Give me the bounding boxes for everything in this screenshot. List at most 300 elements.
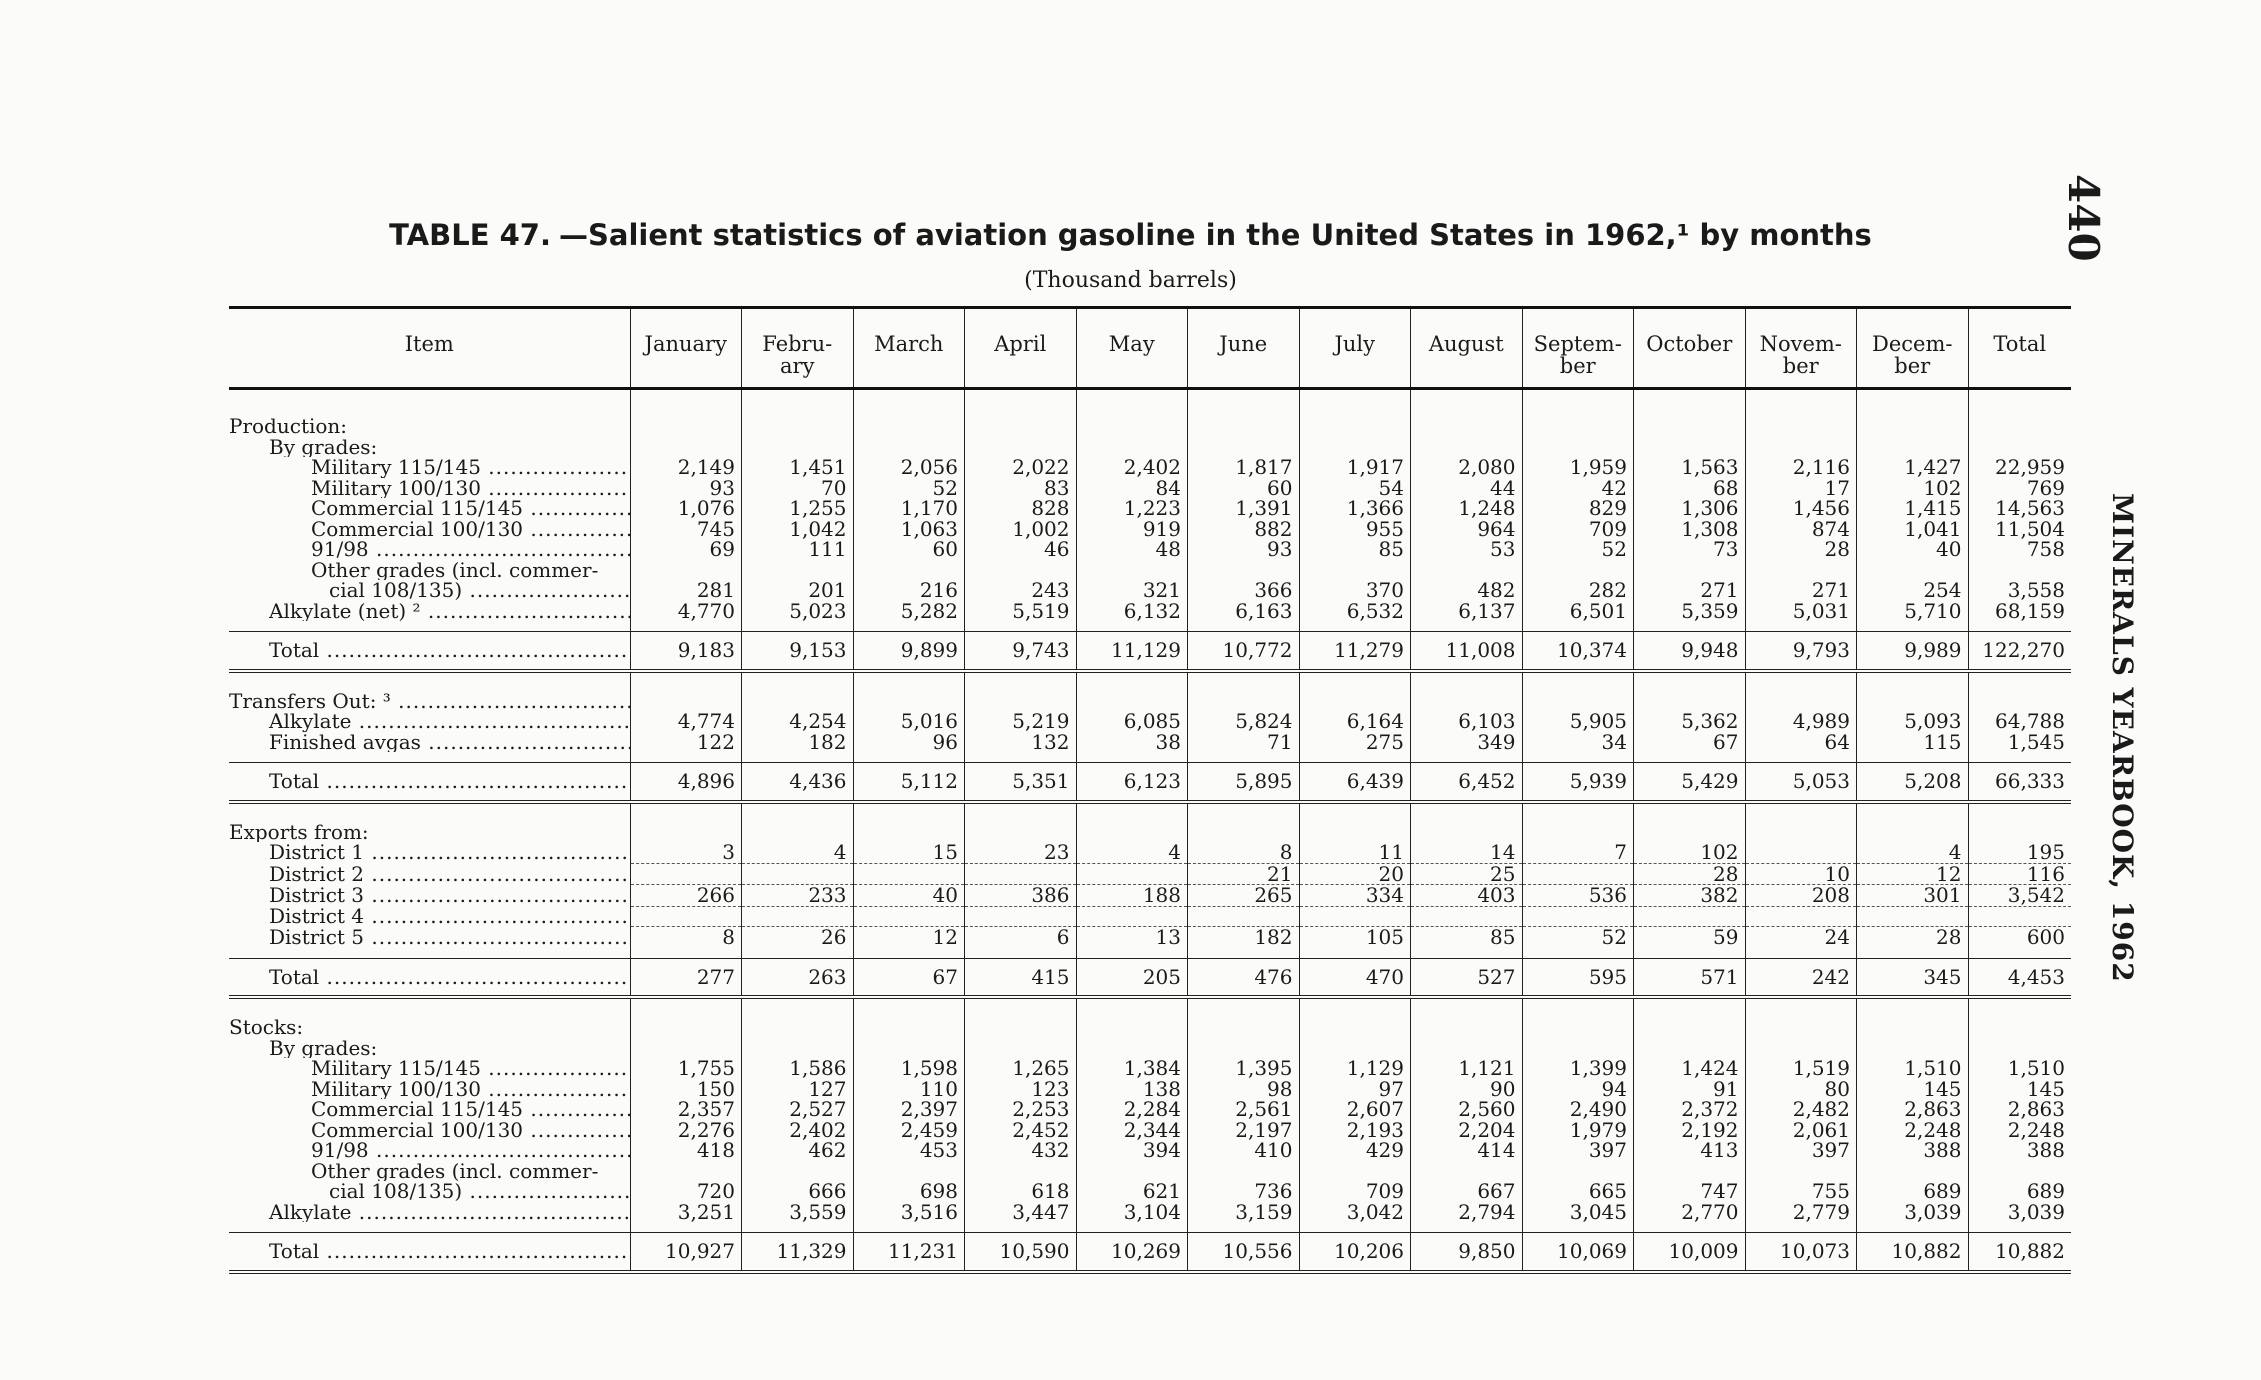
value-cell: 470	[1299, 958, 1411, 997]
table-row	[229, 863, 2071, 885]
value-cell	[630, 863, 742, 885]
table-row	[229, 478, 2071, 499]
value-cell: 595	[1522, 958, 1634, 997]
row-spacer	[229, 1222, 2071, 1233]
spacer-cell	[853, 752, 965, 763]
value-cell	[630, 1009, 742, 1038]
value-cell	[630, 1161, 742, 1182]
spacer-cell	[229, 752, 630, 763]
spacer-cell	[1968, 1222, 2071, 1233]
value-cell: 410	[1188, 1140, 1300, 1161]
value-cell: 10,556	[1188, 1233, 1300, 1272]
row-label	[229, 885, 630, 907]
row-label	[229, 498, 630, 519]
value-cell	[853, 906, 965, 927]
value-cell	[1634, 1161, 1746, 1182]
value-cell: 64	[1745, 732, 1857, 753]
value-cell: 2,794	[1411, 1202, 1523, 1223]
value-cell: 1,817	[1188, 457, 1300, 478]
spacer-cell	[229, 802, 630, 814]
value-cell: 271	[1745, 580, 1857, 601]
value-cell	[1411, 906, 1523, 927]
row-label-text: Total .....	[269, 965, 630, 989]
value-cell: 5,939	[1522, 763, 1634, 802]
value-cell	[1188, 1009, 1300, 1038]
table-row	[229, 927, 2071, 948]
value-cell: 6,501	[1522, 601, 1634, 622]
spacer-cell	[630, 997, 742, 1009]
value-cell	[1411, 1038, 1523, 1059]
table-row	[229, 560, 2071, 581]
row-label-text: District 5 .....	[269, 927, 630, 948]
value-cell: 1,456	[1745, 498, 1857, 519]
value-cell: 964	[1411, 519, 1523, 540]
value-cell: 382	[1634, 885, 1746, 907]
row-label-text: Military 100/130 .....	[311, 1079, 630, 1100]
value-cell: 10,927	[630, 1233, 742, 1272]
row-label	[229, 732, 630, 753]
row-label-text: Military 100/130 .....	[311, 478, 630, 499]
value-cell: 265	[1188, 885, 1300, 907]
value-cell: 5,023	[742, 601, 854, 622]
value-cell	[1188, 683, 1300, 712]
value-cell: 6,163	[1188, 601, 1300, 622]
table-row	[229, 1058, 2071, 1079]
spacer-cell	[853, 389, 965, 417]
spacer-cell	[1745, 997, 1857, 1009]
table-row	[229, 1181, 2071, 1202]
value-cell	[853, 863, 965, 885]
value-cell: 282	[1522, 580, 1634, 601]
row-label-text: cial 108/135) .....	[329, 1181, 630, 1202]
spacer-cell	[1968, 997, 2071, 1009]
row-label	[229, 814, 630, 843]
table-row	[229, 1161, 2071, 1182]
value-cell	[630, 906, 742, 927]
value-cell: 10,073	[1745, 1233, 1857, 1272]
table-row	[229, 732, 2071, 753]
value-cell: 46	[965, 539, 1077, 560]
spacer-cell	[1411, 1222, 1523, 1233]
value-cell	[1076, 906, 1188, 927]
value-cell	[853, 437, 965, 458]
value-cell: 413	[1634, 1140, 1746, 1161]
value-cell: 366	[1188, 580, 1300, 601]
value-cell	[1745, 560, 1857, 581]
value-cell	[630, 560, 742, 581]
value-cell: 182	[1188, 927, 1300, 948]
value-cell	[1745, 416, 1857, 437]
row-label	[229, 906, 630, 927]
value-cell: 1,755	[630, 1058, 742, 1079]
value-cell: 1,451	[742, 457, 854, 478]
spacer-cell	[1522, 948, 1634, 959]
value-cell: 15	[853, 842, 965, 863]
row-label	[229, 580, 630, 601]
value-cell	[742, 906, 854, 927]
value-cell: 4	[1857, 842, 1969, 863]
value-cell: 1,519	[1745, 1058, 1857, 1079]
spacer-cell	[1522, 671, 1634, 683]
value-cell: 90	[1411, 1079, 1523, 1100]
value-cell: 98	[1188, 1079, 1300, 1100]
value-cell: 13	[1076, 927, 1188, 948]
value-cell: 388	[1968, 1140, 2071, 1161]
value-cell: 68,159	[1968, 601, 2071, 622]
value-cell	[1299, 560, 1411, 581]
value-cell: 2,402	[742, 1120, 854, 1141]
row-label	[229, 1202, 630, 1223]
value-cell	[1299, 1038, 1411, 1059]
row-label-text: Total .....	[269, 1239, 630, 1263]
spacer-cell	[1634, 802, 1746, 814]
value-cell	[853, 814, 965, 843]
value-cell: 397	[1522, 1140, 1634, 1161]
value-cell: 418	[630, 1140, 742, 1161]
value-cell: 5,710	[1857, 601, 1969, 622]
row-label	[229, 457, 630, 478]
value-cell	[742, 437, 854, 458]
row-label-text: cial 108/135) .....	[329, 580, 630, 601]
table-title	[0, 218, 2261, 252]
value-cell: 54	[1299, 478, 1411, 499]
value-cell: 755	[1745, 1181, 1857, 1202]
value-cell: 3,159	[1188, 1202, 1300, 1223]
value-cell: 397	[1745, 1140, 1857, 1161]
table-row	[229, 601, 2071, 622]
value-cell: 4,770	[630, 601, 742, 622]
column-header: June	[1188, 308, 1300, 389]
row-label	[229, 601, 630, 622]
row-label	[229, 1140, 630, 1161]
column-header: Decem- ber	[1857, 308, 1969, 389]
value-cell: 698	[853, 1181, 965, 1202]
value-cell: 9,850	[1411, 1233, 1523, 1272]
spacer-cell	[229, 671, 630, 683]
value-cell: 14,563	[1968, 498, 2071, 519]
value-cell	[965, 814, 1077, 843]
value-cell	[853, 560, 965, 581]
table-row	[229, 1099, 2071, 1120]
value-cell	[1745, 1038, 1857, 1059]
value-cell: 24	[1745, 927, 1857, 948]
value-cell	[1968, 437, 2071, 458]
value-cell: 8	[630, 927, 742, 948]
value-cell: 60	[1188, 478, 1300, 499]
value-cell: 571	[1634, 958, 1746, 997]
value-cell: 5,519	[965, 601, 1077, 622]
table-row	[229, 457, 2071, 478]
value-cell: 1,563	[1634, 457, 1746, 478]
value-cell: 80	[1745, 1079, 1857, 1100]
value-cell	[853, 1161, 965, 1182]
row-label	[229, 763, 630, 802]
value-cell	[630, 1038, 742, 1059]
value-cell: 4,896	[630, 763, 742, 802]
table-row	[229, 1140, 2071, 1161]
value-cell: 64,788	[1968, 711, 2071, 732]
spacer-cell	[965, 997, 1077, 1009]
value-cell: 263	[742, 958, 854, 997]
value-cell	[1634, 1038, 1746, 1059]
value-cell	[1522, 1009, 1634, 1038]
table-row	[229, 906, 2071, 927]
row-label-text: District 3 .....	[269, 885, 630, 907]
value-cell: 116	[1968, 863, 2071, 885]
spacer-cell	[1634, 997, 1746, 1009]
value-cell	[1076, 814, 1188, 843]
table-title-text: —Salient statistics of aviation gasoline in the United States in 1962,¹ by months	[559, 218, 1872, 252]
value-cell: 720	[630, 1181, 742, 1202]
spacer-cell	[1411, 621, 1523, 632]
spacer-cell	[1634, 671, 1746, 683]
row-label-text: Exports from:	[229, 819, 369, 842]
row-label	[229, 519, 630, 540]
value-cell: 3	[630, 842, 742, 863]
value-cell	[1299, 1009, 1411, 1038]
spacer-cell	[1299, 997, 1411, 1009]
value-cell	[1076, 683, 1188, 712]
spacer-cell	[1745, 948, 1857, 959]
value-cell: 301	[1857, 885, 1969, 907]
value-cell: 9,899	[853, 632, 965, 671]
value-cell	[965, 863, 1077, 885]
value-cell	[853, 683, 965, 712]
row-label-text: Finished avgas .....	[269, 732, 630, 753]
spacer-cell	[229, 948, 630, 959]
value-cell: 403	[1411, 885, 1523, 907]
value-cell	[965, 1009, 1077, 1038]
value-cell: 188	[1076, 885, 1188, 907]
spacer-cell	[1411, 389, 1523, 417]
value-cell	[742, 863, 854, 885]
value-cell	[965, 560, 1077, 581]
value-cell: 2,402	[1076, 457, 1188, 478]
value-cell: 1,308	[1634, 519, 1746, 540]
row-label-text: Other grades (incl. commer-	[311, 559, 599, 580]
value-cell: 66,333	[1968, 763, 2071, 802]
value-cell: 388	[1857, 1140, 1969, 1161]
table-row	[229, 1038, 2071, 1059]
spacer-cell	[1411, 802, 1523, 814]
spacer-cell	[1188, 802, 1300, 814]
spacer-cell	[742, 997, 854, 1009]
value-cell: 394	[1076, 1140, 1188, 1161]
value-cell: 10,772	[1188, 632, 1300, 671]
value-cell: 67	[853, 958, 965, 997]
spacer-cell	[1076, 948, 1188, 959]
table-row	[229, 1202, 2071, 1223]
value-cell: 482	[1411, 580, 1523, 601]
row-label	[229, 842, 630, 863]
value-cell	[853, 416, 965, 437]
value-cell	[1968, 1009, 2071, 1038]
value-cell: 415	[965, 958, 1077, 997]
value-cell: 138	[1076, 1079, 1188, 1100]
value-cell	[1188, 416, 1300, 437]
value-cell: 5,093	[1857, 711, 1969, 732]
row-label	[229, 1161, 630, 1182]
row-label-text: Commercial 115/145 .....	[311, 1099, 630, 1120]
value-cell: 145	[1968, 1079, 2071, 1100]
column-header: Febru- ary	[742, 308, 854, 389]
value-cell: 3,039	[1968, 1202, 2071, 1223]
value-cell: 205	[1076, 958, 1188, 997]
value-cell: 44	[1411, 478, 1523, 499]
value-cell: 53	[1411, 539, 1523, 560]
value-cell: 68	[1634, 478, 1746, 499]
value-cell	[630, 416, 742, 437]
table-row	[229, 519, 2071, 540]
row-label	[229, 683, 630, 712]
value-cell	[1857, 1161, 1969, 1182]
value-cell	[1745, 814, 1857, 843]
value-cell	[1968, 814, 2071, 843]
table-total-row	[229, 763, 2071, 802]
value-cell	[853, 1038, 965, 1059]
value-cell: 70	[742, 478, 854, 499]
value-cell: 6,439	[1299, 763, 1411, 802]
value-cell: 321	[1076, 580, 1188, 601]
value-cell: 38	[1076, 732, 1188, 753]
value-cell	[1745, 1009, 1857, 1038]
value-cell: 828	[965, 498, 1077, 519]
column-header: Septem- ber	[1522, 308, 1634, 389]
value-cell	[742, 1009, 854, 1038]
value-cell: 1,170	[853, 498, 965, 519]
value-cell	[1411, 683, 1523, 712]
value-cell: 127	[742, 1079, 854, 1100]
column-header: April	[965, 308, 1077, 389]
value-cell	[1745, 437, 1857, 458]
value-cell	[1299, 814, 1411, 843]
spacer-cell	[853, 671, 965, 683]
value-cell	[742, 560, 854, 581]
value-cell: 1,265	[965, 1058, 1077, 1079]
value-cell: 2,022	[965, 457, 1077, 478]
row-label-text: District 1 .....	[269, 842, 630, 863]
value-cell: 10,206	[1299, 1233, 1411, 1272]
value-cell: 26	[742, 927, 854, 948]
table-body	[229, 389, 2071, 1272]
row-label	[229, 927, 630, 948]
value-cell: 242	[1745, 958, 1857, 997]
value-cell: 747	[1634, 1181, 1746, 1202]
spacer-cell	[1522, 621, 1634, 632]
value-cell: 195	[1968, 842, 2071, 863]
value-cell: 10,590	[965, 1233, 1077, 1272]
row-label-text: District 2 .....	[269, 863, 630, 885]
value-cell: 2,863	[1857, 1099, 1969, 1120]
value-cell	[1857, 683, 1969, 712]
spacer-cell	[630, 621, 742, 632]
value-cell: 85	[1299, 539, 1411, 560]
value-cell: 28	[1634, 863, 1746, 885]
value-cell: 689	[1857, 1181, 1969, 1202]
value-cell: 4,453	[1968, 958, 2071, 997]
value-cell	[1857, 814, 1969, 843]
value-cell: 93	[1188, 539, 1300, 560]
value-cell	[1968, 416, 2071, 437]
value-cell: 3,559	[742, 1202, 854, 1223]
row-label-text: 91/98 .....	[311, 1140, 630, 1161]
row-label-text: Commercial 100/130 .....	[311, 1120, 630, 1141]
value-cell	[965, 416, 1077, 437]
value-cell: 5,429	[1634, 763, 1746, 802]
value-cell: 5,351	[965, 763, 1077, 802]
table-subtitle: (Thousand barrels)	[1024, 268, 1237, 293]
value-cell: 1,917	[1299, 457, 1411, 478]
row-label-text: Other grades (incl. commer-	[311, 1160, 599, 1181]
value-cell: 414	[1411, 1140, 1523, 1161]
row-label	[229, 1120, 630, 1141]
value-cell: 665	[1522, 1181, 1634, 1202]
value-cell: 689	[1968, 1181, 2071, 1202]
spacer-cell	[1968, 389, 2071, 417]
value-cell	[1857, 560, 1969, 581]
value-cell: 429	[1299, 1140, 1411, 1161]
value-cell: 1,129	[1299, 1058, 1411, 1079]
value-cell: 23	[965, 842, 1077, 863]
value-cell: 9,989	[1857, 632, 1969, 671]
spacer-cell	[1857, 389, 1969, 417]
value-cell	[1188, 1161, 1300, 1182]
value-cell: 40	[853, 885, 965, 907]
value-cell: 345	[1857, 958, 1969, 997]
value-cell: 22,959	[1968, 457, 2071, 478]
spacer-cell	[1188, 948, 1300, 959]
value-cell: 432	[965, 1140, 1077, 1161]
spacer-cell	[1857, 621, 1969, 632]
value-cell: 17	[1745, 478, 1857, 499]
value-cell	[1076, 863, 1188, 885]
spacer-cell	[965, 671, 1077, 683]
running-head: MINERALS YEARBOOK, 1962	[2106, 493, 2139, 983]
spacer-cell	[1634, 948, 1746, 959]
row-label	[229, 1009, 630, 1038]
value-cell	[1522, 814, 1634, 843]
value-cell	[1968, 1038, 2071, 1059]
value-cell: 10,882	[1857, 1233, 1969, 1272]
value-cell	[1411, 437, 1523, 458]
value-cell: 10,374	[1522, 632, 1634, 671]
value-cell	[630, 683, 742, 712]
spacer-cell	[1745, 802, 1857, 814]
value-cell: 11,231	[853, 1233, 965, 1272]
spacer-cell	[1522, 389, 1634, 417]
row-spacer	[229, 389, 2071, 417]
value-cell	[965, 437, 1077, 458]
value-cell: 71	[1188, 732, 1300, 753]
table-row	[229, 683, 2071, 712]
value-cell	[1299, 1161, 1411, 1182]
row-spacer	[229, 802, 2071, 814]
value-cell: 102	[1857, 478, 1969, 499]
spacer-cell	[1188, 389, 1300, 417]
table-row	[229, 885, 2071, 907]
value-cell	[1522, 863, 1634, 885]
row-label-text: By grades:	[269, 1037, 378, 1058]
value-cell: 59	[1634, 927, 1746, 948]
column-header: Total	[1968, 308, 2071, 389]
value-cell: 5,282	[853, 601, 965, 622]
value-cell	[1968, 560, 2071, 581]
value-cell: 1,384	[1076, 1058, 1188, 1079]
spacer-cell	[630, 752, 742, 763]
value-cell: 1,121	[1411, 1058, 1523, 1079]
value-cell: 5,016	[853, 711, 965, 732]
value-cell: 2,372	[1634, 1099, 1746, 1120]
